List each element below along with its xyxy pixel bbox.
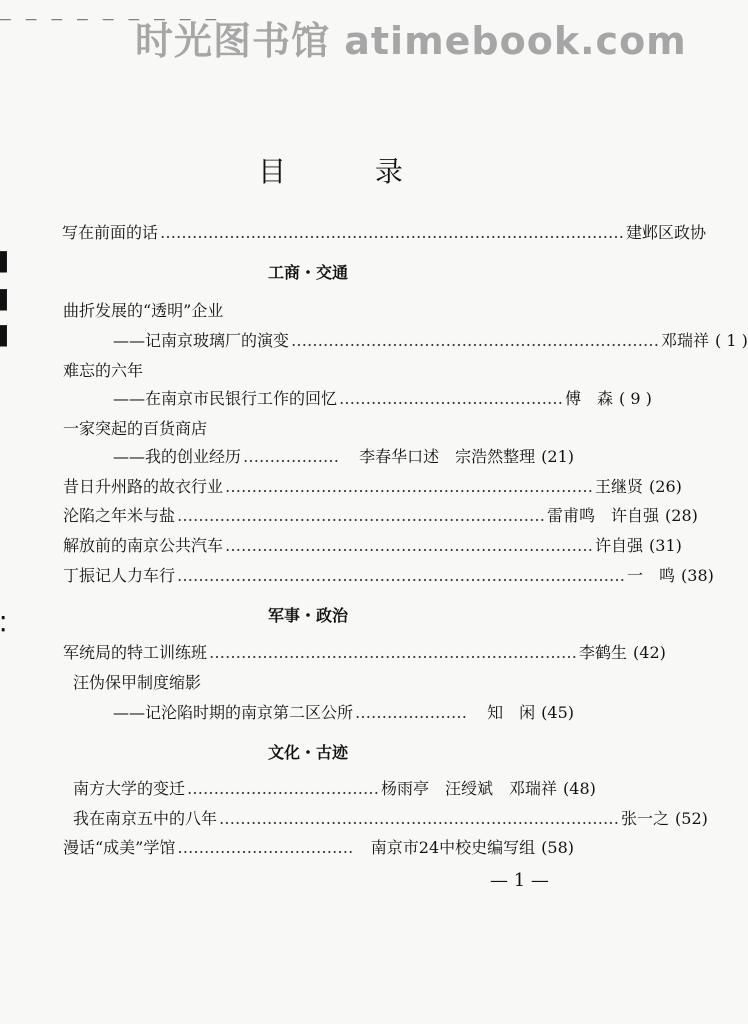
section-heading: 军事・政治 <box>268 606 349 625</box>
leader-dots: ……………… <box>243 447 340 466</box>
entry-page: ( 1 ) <box>715 331 748 350</box>
leader-dots: …………………………………………………………… <box>291 331 660 350</box>
entry-title: 解放前的南京公共汽车 <box>63 536 224 555</box>
entry-title: 我在南京五中的八年 <box>73 809 218 828</box>
top-dash-marks: _ _ _ _ _ _ _ _ _ <box>0 0 219 21</box>
leader-dots: ………………………………………………………………… <box>219 809 620 828</box>
entry-author: 李鹤生 <box>579 643 628 662</box>
entry-page: (45) <box>541 703 574 722</box>
entry-page: (26) <box>649 477 682 496</box>
entry-title: 写在前面的话 <box>62 223 159 242</box>
entry-subtitle: ——记沦陷时期的南京第二区公所 <box>113 703 354 722</box>
entry-author: 许自强 <box>595 536 644 555</box>
entry-title: 沦陷之年米与盐 <box>63 506 176 525</box>
entry-author: 南京市24中校史编写组 <box>370 838 536 857</box>
edge-mark: ▌ <box>0 290 14 311</box>
section-heading: 工商・交通 <box>268 263 349 282</box>
watermark: 时光图书馆 atimebook.com <box>135 19 687 63</box>
entry-page: (48) <box>563 779 596 798</box>
toc-entry <box>63 503 698 526</box>
entry-author: 雷甫鸣 许自强 <box>547 506 660 525</box>
entry-author: 杨雨亭 汪绶斌 邓瑞祥 <box>381 779 558 798</box>
entry-author: 王继贤 <box>595 477 644 496</box>
entry-author: 知 闲 <box>487 703 536 722</box>
toc-entry <box>63 563 714 586</box>
entry-page: (28) <box>665 506 698 525</box>
entry-title: 军统局的特工训练班 <box>63 643 208 662</box>
entry-page: (38) <box>681 566 714 585</box>
entry-title: 曲折发展的“透明”企业 <box>63 301 224 320</box>
entry-title: 一家突起的百货商店 <box>63 419 208 438</box>
toc-entry <box>63 640 666 663</box>
entry-title: 漫话“成美”学馆 <box>63 838 176 857</box>
toc-entry <box>113 444 574 467</box>
leader-dots: …………………………………………………………… <box>177 506 546 525</box>
page-title: 目 录 <box>258 155 443 188</box>
leader-dots: …………………………………………………………… <box>225 477 594 496</box>
entry-author: 一 鸣 <box>627 566 676 585</box>
leader-dots: …………………………………………………………… <box>209 643 578 662</box>
entry-author: 建邺区政协 <box>626 223 707 242</box>
leader-dots: ……………………………… <box>187 779 380 798</box>
entry-page: ( 9 ) <box>619 389 652 408</box>
entry-subtitle: ——记南京玻璃厂的演变 <box>113 331 290 350</box>
entry-author: 邓瑞祥 <box>661 331 710 350</box>
entry-page: (42) <box>633 643 666 662</box>
toc-entry <box>73 806 708 829</box>
entry-subtitle: ——在南京市民银行工作的回忆 <box>113 389 338 408</box>
entry-title: 难忘的六年 <box>63 361 144 380</box>
entry-subtitle: ——我的创业经历 <box>113 447 242 466</box>
entry-title: 汪伪保甲制度缩影 <box>73 673 202 692</box>
toc-entry <box>73 776 596 799</box>
page-number: — 1 — <box>490 870 549 891</box>
leader-dots: …………………………………………………………… <box>225 536 594 555</box>
toc-entry-preface <box>62 220 707 243</box>
entry-title: 南方大学的变迁 <box>73 779 186 798</box>
leader-dots: …………………………………………………………………………… <box>160 223 625 242</box>
leader-dots: ………………………………………………………………………… <box>177 566 626 585</box>
toc-entry <box>63 474 682 497</box>
toc-entry <box>113 328 748 351</box>
entry-page: (52) <box>675 809 708 828</box>
leader-dots: ………………… <box>355 703 468 722</box>
toc-entry <box>63 835 574 858</box>
toc-entry <box>113 386 652 409</box>
entry-page: (58) <box>541 838 574 857</box>
edge-mark: ⁚ <box>0 612 7 636</box>
entry-title: 昔日升州路的故衣行业 <box>63 477 224 496</box>
toc-entry <box>113 700 574 723</box>
entry-page: (31) <box>649 536 682 555</box>
entry-author: 傅 森 <box>565 389 614 408</box>
leader-dots: …………………………… <box>177 838 354 857</box>
entry-author: 李春华口述 宗浩然整理 <box>359 447 536 466</box>
toc-entry <box>63 533 682 556</box>
entry-page: (21) <box>541 447 574 466</box>
edge-mark: ▌ <box>0 326 14 347</box>
entry-author: 张一之 <box>621 809 670 828</box>
section-heading: 文化・古迹 <box>268 743 349 762</box>
entry-title: 丁振记人力车行 <box>63 566 176 585</box>
edge-mark: ▌ <box>0 252 14 273</box>
leader-dots: …………………………………… <box>339 389 564 408</box>
